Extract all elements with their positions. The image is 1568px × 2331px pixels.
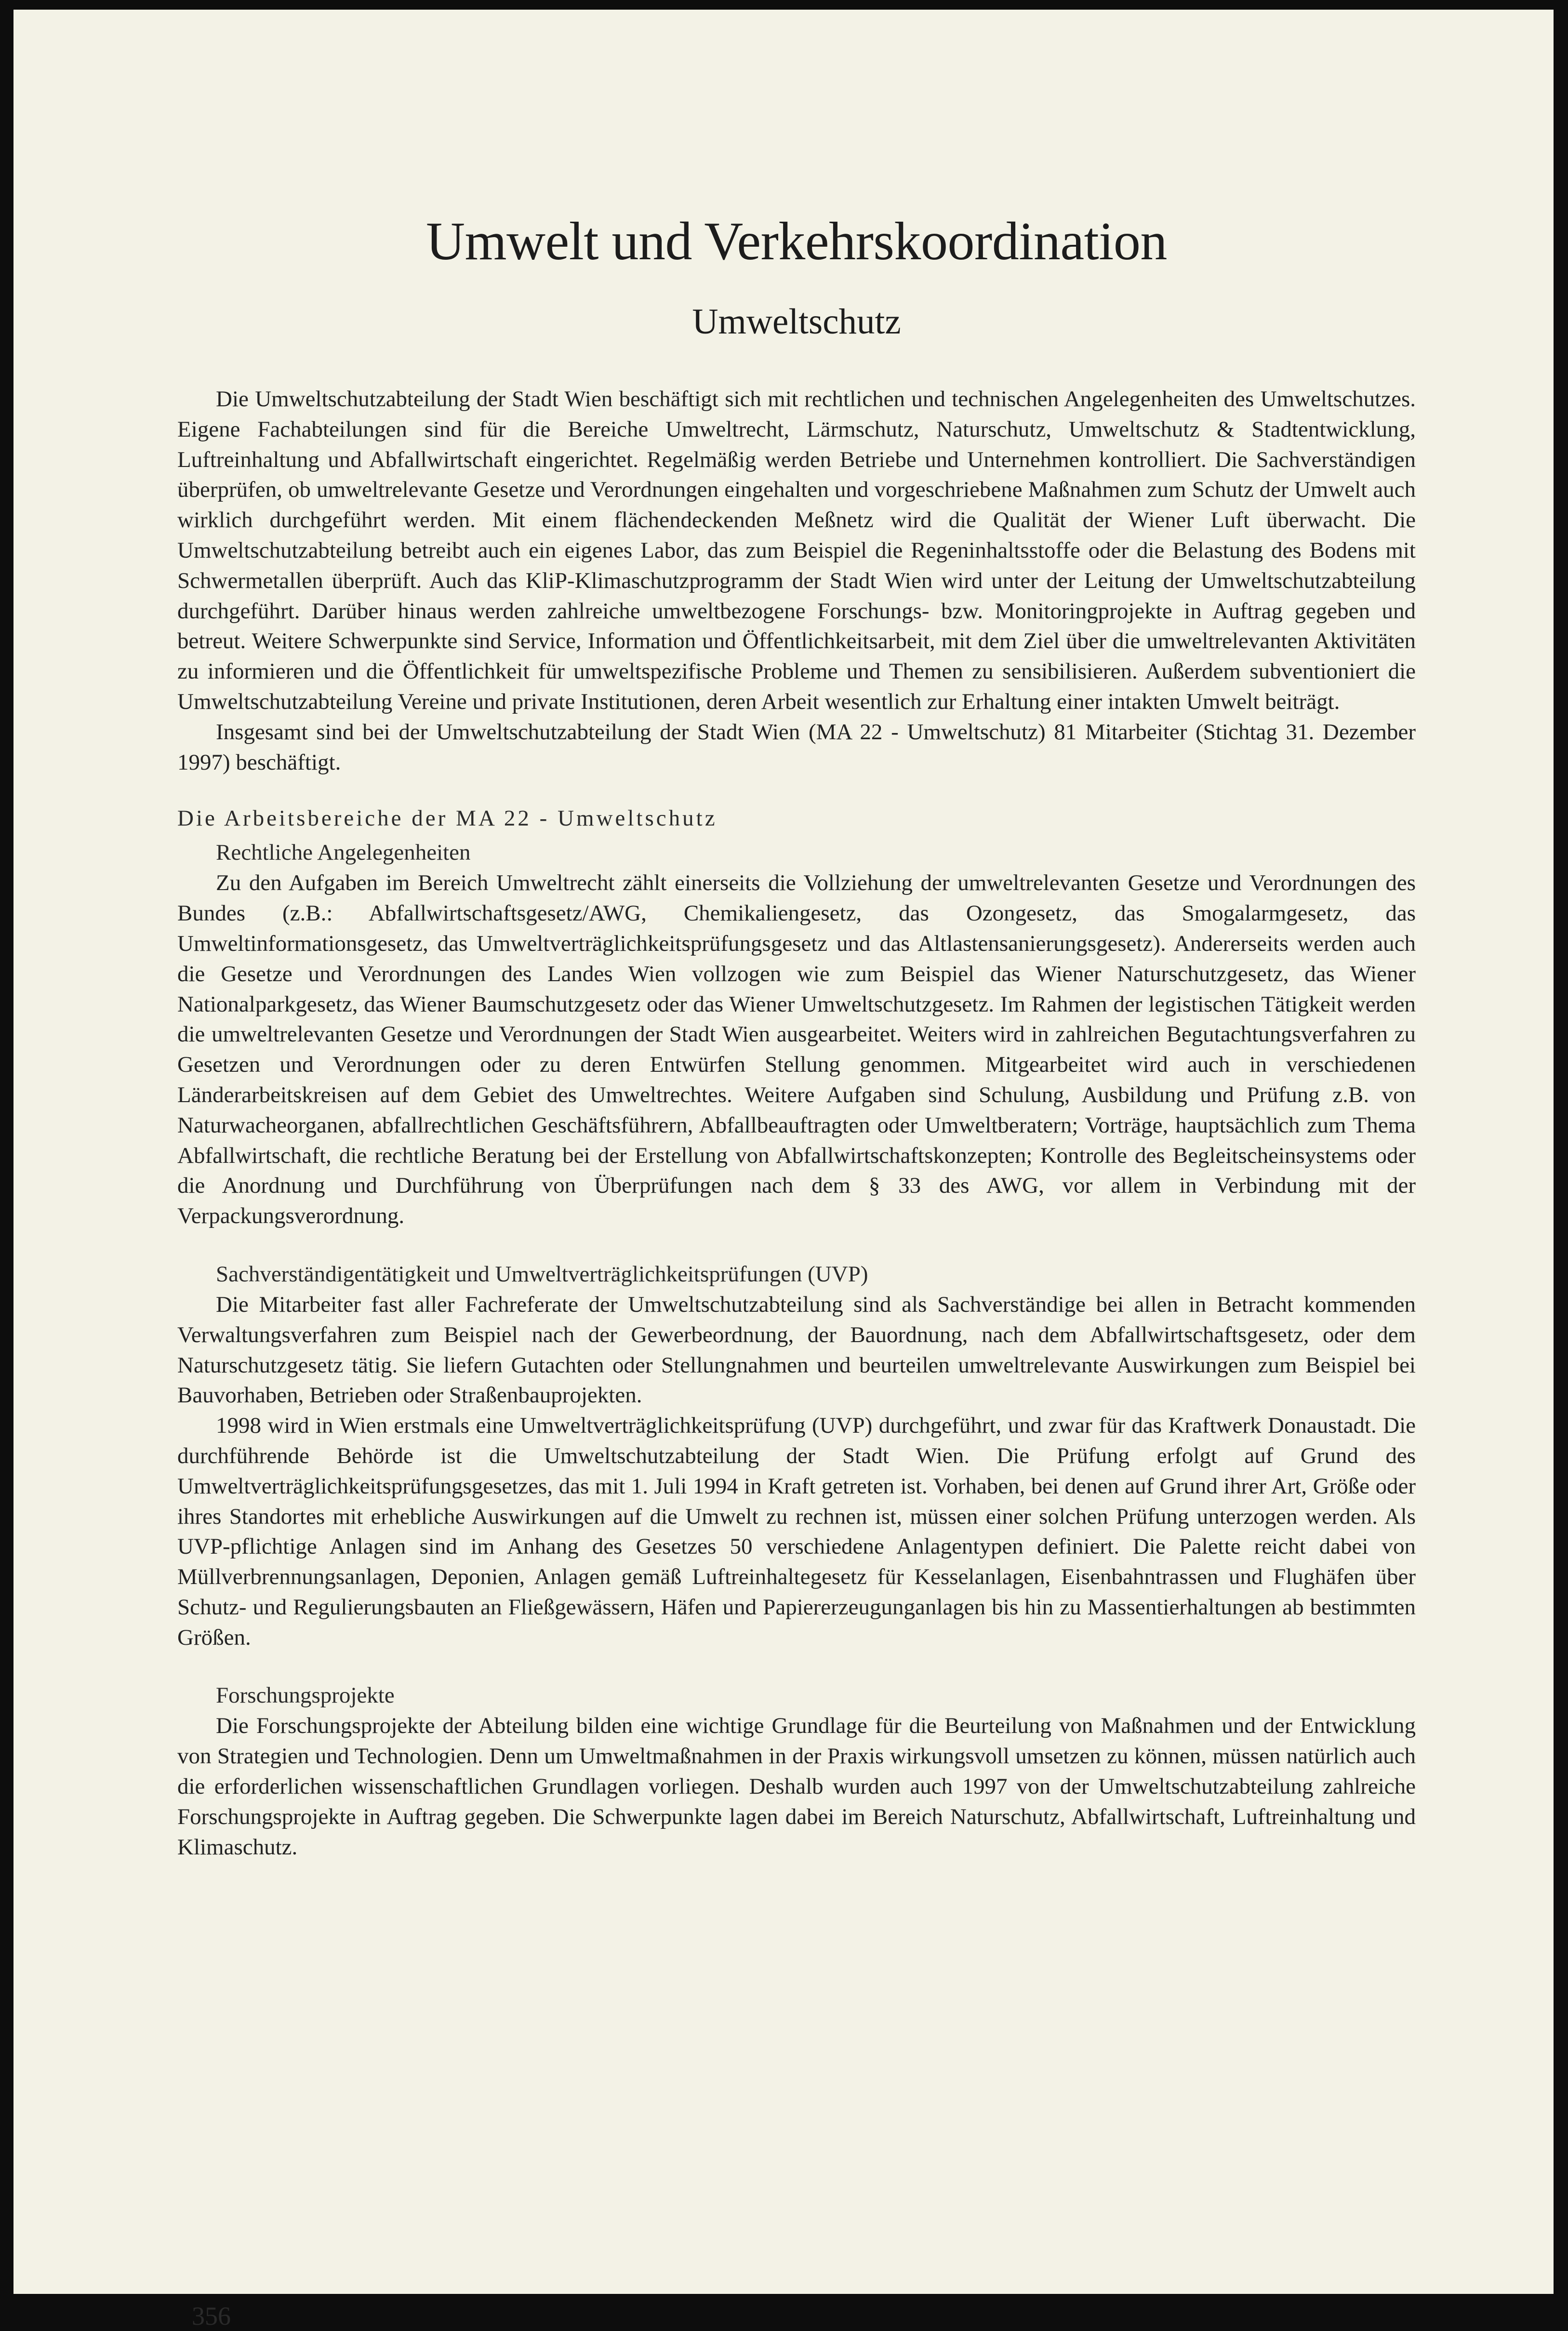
subsection-heading: Sachverständigentätigkeit und Umweltverträglichkeitsprüfungen (UVP) (216, 1261, 868, 1287)
intro-paragraph: Insgesamt sind bei der Umweltschutzabteilung der Stadt Wien (MA 22 - Umweltschutz) 81 Mitarbeiter (Stichtag 31. Dezember 1997) beschäftigt. (177, 719, 1416, 775)
subsection-expertise-uvp (177, 1259, 1416, 1653)
body-paragraph: Zu den Aufgaben im Bereich Umweltrecht zählt einerseits die Vollziehung der umweltrelevanten Gesetze und Verordnungen des Bundes (z.B.: Abfallwirtschaftsgesetz/AWG, Chemikaliengesetz, das Ozongesetz, das Smogalarmgesetz, das Umweltinformationsgesetz, das Umweltverträglichkeitsprüfungsgesetz und das Altlastensanierungsgesetz). Andererseits werden auch die Gesetze und Verordnungen des Landes Wien vollzogen wie zum Beispiel das Wiener Naturschutzgesetz, das Wiener Nationalparkgesetz, das Wiener Baumschutzgesetz oder das Wiener Umweltschutzgesetz. Im Rahmen der legistischen Tätigkeit werden die umweltrelevanten Gesetze und Verordnungen der Stadt Wien ausgearbeitet. Weiters wird in zahlreichen Begutachtungsverfahren zu Gesetzen und Verordnungen oder zu deren Entwürfen Stellung genommen. Mitgearbeitet wird auch in verschiedenen Länderarbeitskreisen auf dem Gebiet des Umweltrechtes. Weitere Aufgaben sind Schulung, Ausbildung und Prüfung z.B. von Naturwacheorganen, abfallrechtlichen Geschäftsführern, Abfallbeauftragten oder Umweltberatern; Vorträge, hauptsächlich zum Thema Abfallwirtschaft, die rechtliche Beratung bei der Erstellung von Abfallwirtschaftskonzepten; Kontrolle des Begleitscheinsystems oder die Anordnung und Durchführung von Überprüfungen nach dem § 33 des AWG, vor allem in Verbindung mit der Verpackungsverordnung. (177, 870, 1416, 1229)
page-sheet (13, 10, 1554, 2331)
subsection-research (177, 1680, 1416, 1862)
subsection-legal (177, 838, 1416, 1231)
subsection-heading: Forschungsprojekte (216, 1683, 395, 1708)
page-number: 356 (192, 2302, 231, 2331)
work-areas-heading: Die Arbeitsbereiche der MA 22 - Umweltschutz (177, 806, 718, 831)
page-title: Umwelt und Verkehrskoordination (426, 212, 1167, 271)
body-paragraph: Die Forschungsprojekte der Abteilung bilden eine wichtige Grundlage für die Beurteilung von Maßnahmen und der Entwicklung von Strategien und Technologien. Denn um Umweltmaßnahmen in der Praxis wirkungsvoll umsetzen zu können, müssen natürlich auch die erforderlichen wissenschaftlichen Grundlagen vorliegen. Deshalb wurden auch 1997 von der Umweltschutzabteilung zahlreiche Forschungsprojekte in Auftrag gegeben. Die Schwerpunkte lagen dabei im Bereich Naturschutz, Abfallwirtschaft, Luftreinhaltung und Klimaschutz. (177, 1713, 1416, 1860)
body-paragraph: 1998 wird in Wien erstmals eine Umweltverträglichkeitsprüfung (UVP) durchgeführt, und zwar für das Kraftwerk Donaustadt. Die durchführende Behörde ist die Umweltschutzabteilung der Stadt Wien. Die Prüfung erfolgt auf Grund des Umweltverträglichkeitsprüfungsgesetzes, das mit 1. Juli 1994 in Kraft getreten ist. Vorhaben, bei denen auf Grund ihrer Art, Größe oder ihres Standortes mit erhebliche Auswirkungen auf die Umwelt zu rechnen ist, müssen einer solchen Prüfung unterzogen werden. Als UVP-pflichtige Anlagen sind im Anhang des Gesetzes 50 verschiedene Anlagentypen definiert. Die Palette reicht dabei von Müllverbrennungsanlagen, Deponien, Anlagen gemäß Luftreinhaltegesetz für Kesselanlagen, Eisenbahntrassen und Flughäfen über Schutz- und Regulierungsbauten an Fließgewässern, Häfen und Papiererzeugunganlagen bis hin zu Massentierhaltungen ab bestimmten Größen. (177, 1413, 1416, 1650)
body-paragraph: Die Mitarbeiter fast aller Fachreferate der Umweltschutzabteilung sind als Sachverständige bei allen in Betracht kommenden Verwaltungsverfahren zum Beispiel nach der Gewerbeordnung, der Bauordnung, nach dem Abfallwirtschaftsgesetz, oder dem Naturschutzgesetz tätig. Sie liefern Gutachten oder Stellungnahmen und beurteilen umweltrelevante Auswirkungen zum Beispiel bei Bauvorhaben, Betrieben oder Straßenbauprojekten. (177, 1292, 1416, 1408)
intro-paragraph: Die Umweltschutzabteilung der Stadt Wien beschäftigt sich mit rechtlichen und technischen Angelegenheiten des Umweltschutzes. Eigene Fachabteilungen sind für die Bereiche Umweltrecht, Lärmschutz, Naturschutz, Umweltschutz & Stadtentwicklung, Luftreinhaltung und Abfallwirtschaft eingerichtet. Regelmäßig werden Betriebe und Unternehmen kontrolliert. Die Sachverständigen überprüfen, ob umweltrelevante Gesetze und Verordnungen eingehalten und vorgeschriebene Maßnahmen zum Schutz der Umwelt auch wirklich durchgeführt werden. Mit einem flächendeckenden Meßnetz wird die Qualität der Wiener Luft überwacht. Die Umweltschutzabteilung betreibt auch ein eigenes Labor, das zum Beispiel die Regeninhaltsstoffe oder die Belastung des Bodens mit Schwermetallen überprüft. Auch das KliP-Klimaschutzprogramm der Stadt Wien wird unter der Leitung der Umweltschutzabteilung durchgeführt. Darüber hinaus werden zahlreiche umweltbezogene Forschungs- bzw. Monitoringprojekte in Auftrag gegeben und betreut. Weitere Schwerpunkte sind Service, Information und Öffentlichkeitsarbeit, mit dem Ziel über die umweltrelevanten Aktivitäten zu informieren und die Öffentlichkeit für umweltspezifische Probleme und Themen zu sensibilisieren. Außerdem subventioniert die Umweltschutzabteilung Vereine und private Institutionen, deren Arbeit wesentlich zur Erhaltung einer intakten Umwelt beiträgt. (177, 386, 1416, 714)
page-content (177, 212, 1416, 2331)
subsection-heading: Rechtliche Angelegenheiten (216, 840, 471, 866)
intro-text (177, 384, 1416, 777)
section-title: Umweltschutz (692, 302, 901, 342)
